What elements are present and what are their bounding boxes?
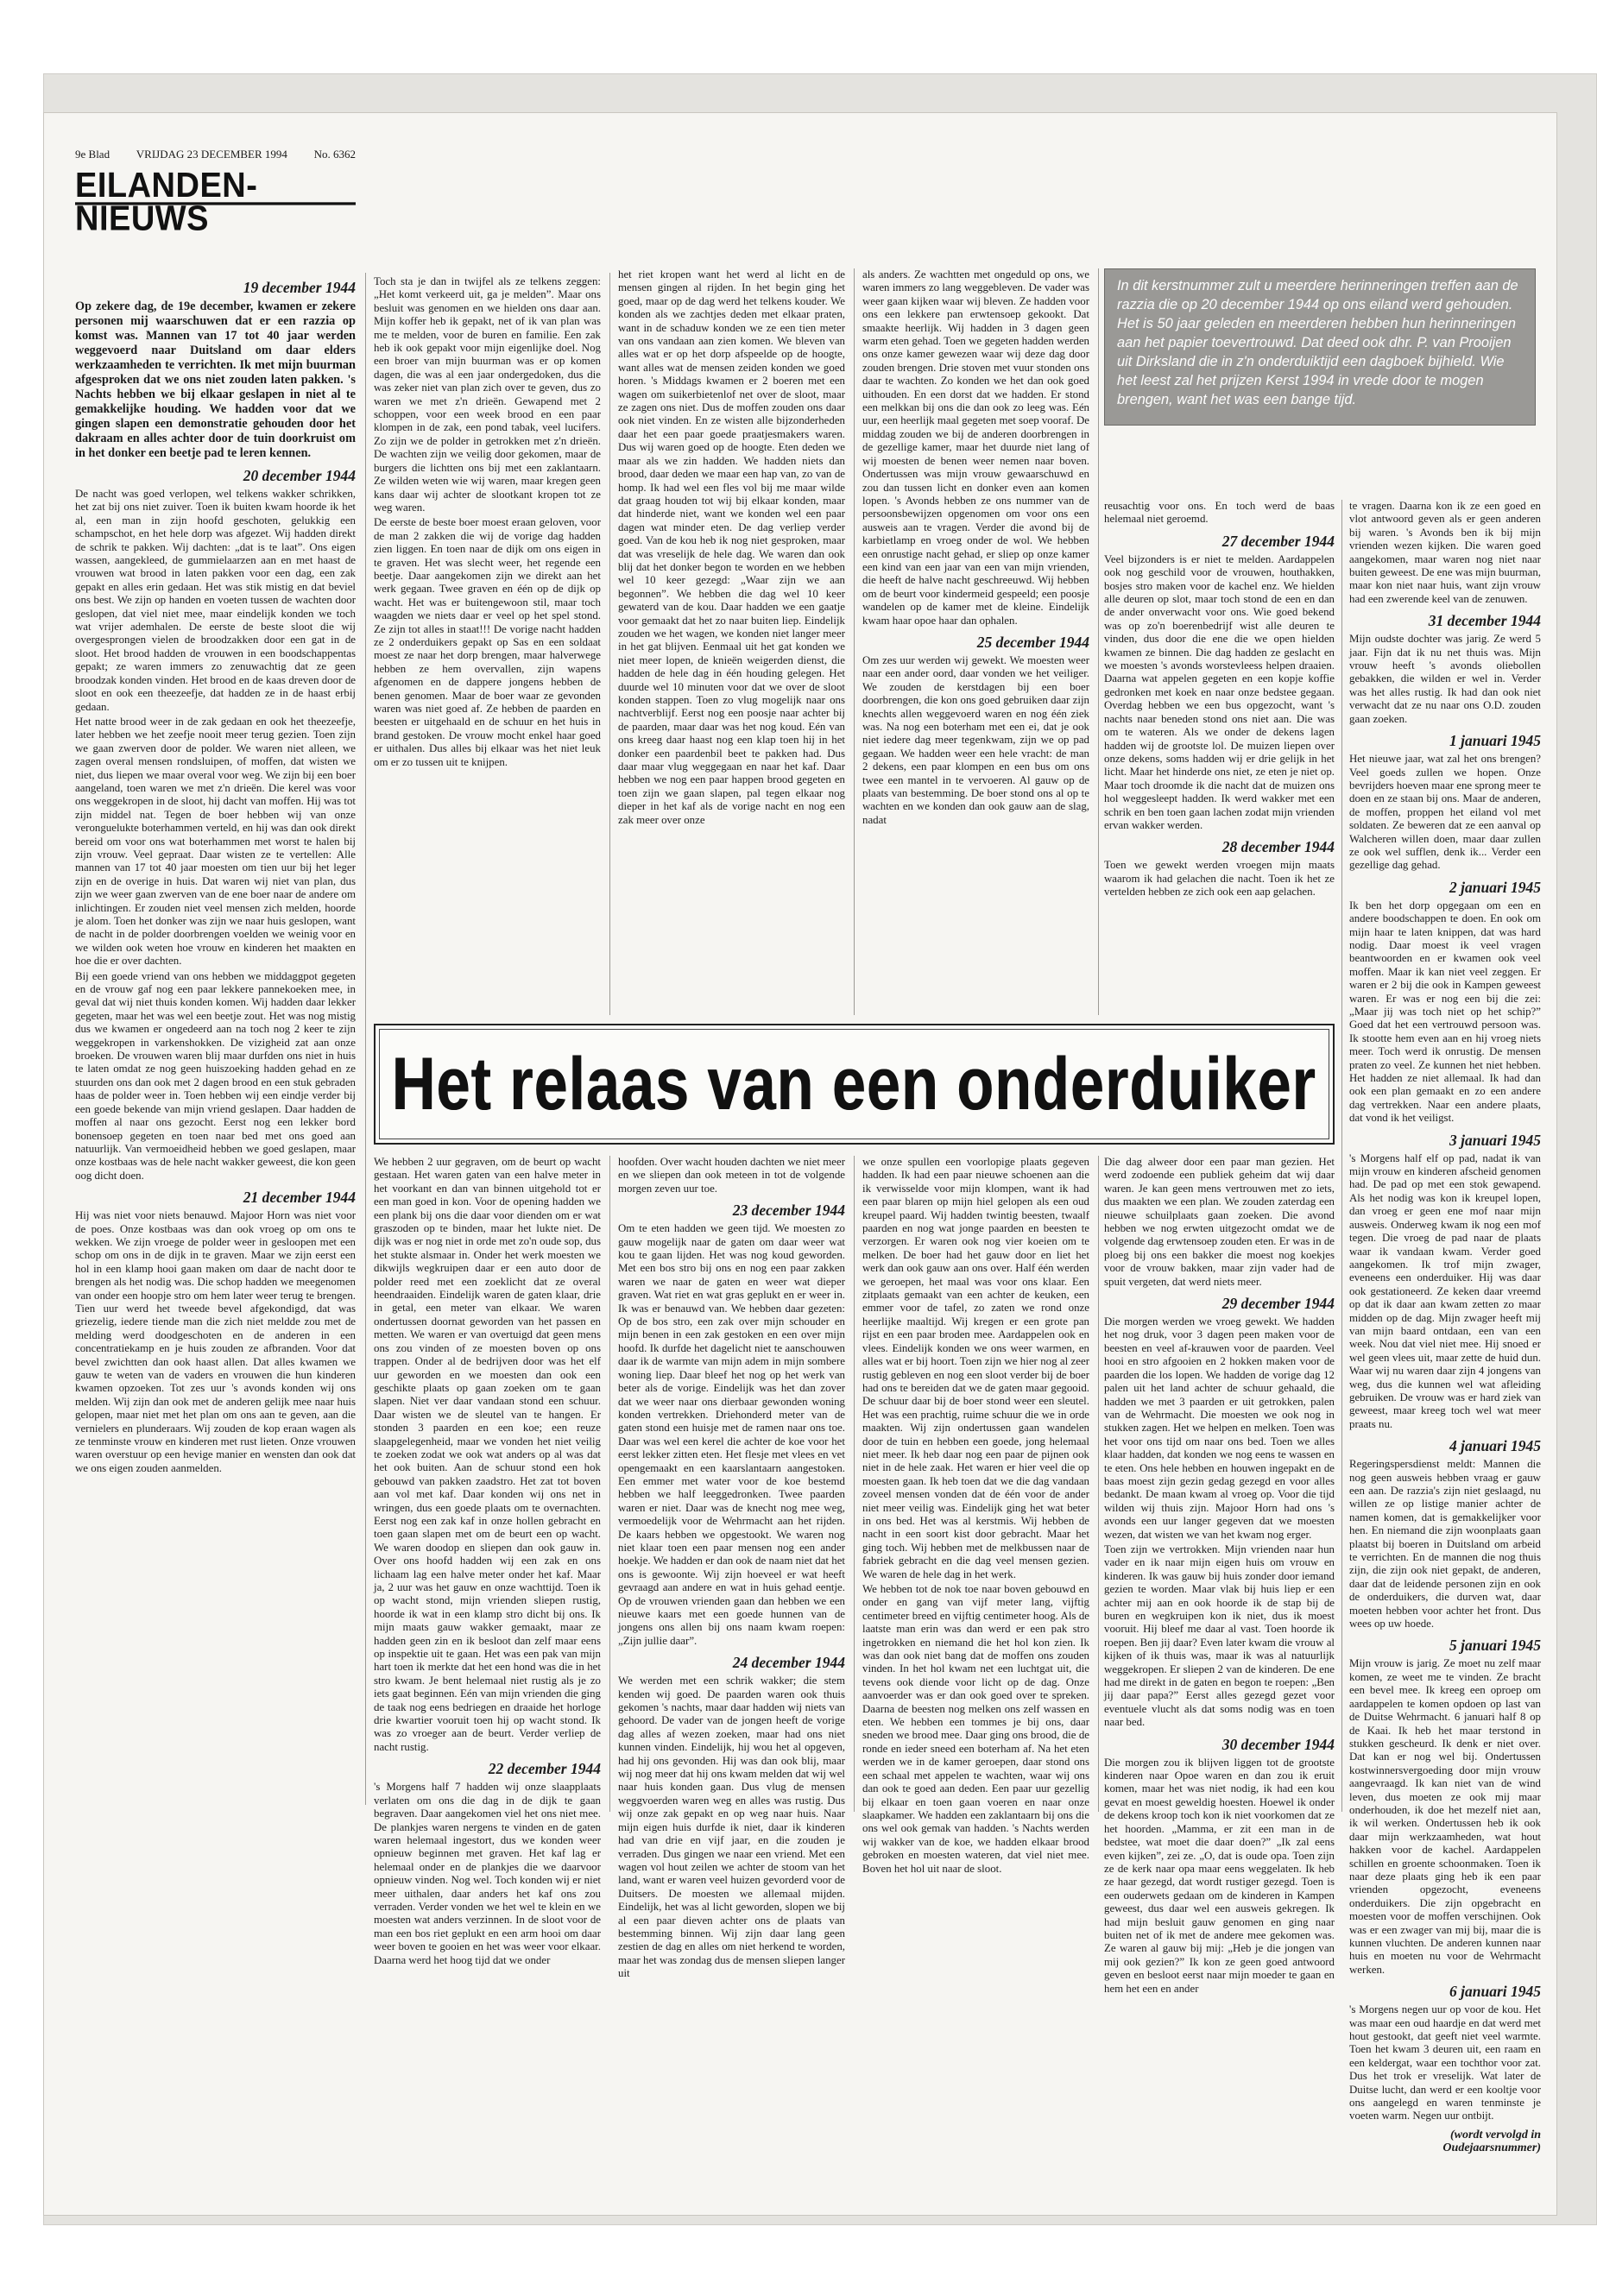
headline-inner-frame: [379, 1029, 1329, 1139]
section-date: 2 januari 1945: [1449, 878, 1541, 896]
paragraph: Regeringspersdienst meldt: Mannen die nog geen ausweis hebben vraag er gauw een aan. De razzia's zijn niet geslaagd, nu willen ze op listige manier achter de namen komen, dat is gemakkelijker voor hen. En niemand die zijn woonplaats gaan plaatst bij boeren in Duitsland om arbeid te verrichten. En de mannen die nog thuis zijn, die zijn ook niet gepakt, de anderen, daar dat de leidende personen zijn en ook de onderduikers, die durven wat, daar moeten hebben voor achter het front. Dus wees op uw hoede.: [1349, 1458, 1541, 1631]
section-date: 22 december 1944: [488, 1760, 601, 1778]
section-date: 24 december 1944: [732, 1654, 845, 1672]
column-5: [1104, 500, 1335, 1018]
masthead-meta: [75, 148, 356, 161]
newspaper-title: EILANDEN-NIEUWS: [75, 168, 356, 205]
paragraph: als anders. Ze wachtten met ongeduld op ons, we waren immers zo lang weggebleven. De vader was weer gaan kijken waar wij bleven. Ze hadden voor ons een lekkere pan erwtensoep gekookt. Dat smaakte heerlijk. Wij hadden in 3 dagen geen warm eten gehad. Toen we gegeten hadden werden ons onze kamer gewezen waar wij deze dag door zouden brengen. Drie stoven met vuur stonden ons daar te wachten. Zo konden we het dan ook goed uithouden. En een dorst dat we hadden. Er stond een melkkan bij ons die dan ook zo leeg was. Eén uur, een heerlijk maal gegeten met soep vooraf. De middag zouden we bij de anderen doorbrengen in de gezellige kamer, maar het duurde niet lang of wij moesten de benen weer nemen naar boven. Ondertussen was mijn vrouw gewaarschuwd en zou dan tussen licht en donker even aan komen lopen. 's Avonds hebben ze ons nummer van de persoonsbewijzen opgenomen om voor ons een ausweis aan te vragen. Verder die avond bij de karbietlamp en vroeg onder de wol. We hebben een onrustige nacht gehad, er sliep op onze kamer een kind van een jaar van een van mijn vrienden, die heeft de halve nacht geschreeuwd. Wij hebben om de beurt voor kindermeid gespeeld; een poosje wandelen op de kamer met de kleine. Eindelijk kwam haar opoe haar dan ophalen.: [862, 268, 1090, 627]
paragraph: hoofden. Over wacht houden dachten we niet meer en we sliepen dan ook meteen in tot de volgende morgen zeven uur toe.: [618, 1156, 845, 1195]
page-number: 9e Blad: [75, 148, 110, 161]
intro-box: In dit kerstnummer zult u meerdere herinneringen treffen aan de razzia die op 20 december 1944 op ons eiland werd gehouden. Het is 50 jaar geleden en meerderen hebben hun herinneringen aan het papier toevertrouwd. Dat deed ook dhr. P. van Prooijen uit Dirksland die in z'n onderduiktijd een dagboek bijhield. Wie het leest zal het prijzen Kerst 1994 in vrede door te mogen brengen, want het was een bange tijd.: [1104, 268, 1536, 426]
paragraph: Ik ben het dorp opgegaan om een en andere boodschappen te doen. En ook om mijn haar te laten knippen, dat was hard nodig. Daar moest ik veel vragen beantwoorden en er kwamen ook veel moffen. Maar ik kan niet veel zeggen. Er waren er 2 bij die ook in Kampen geweest waren. Er was er nog een bij die zei: „Maar jij was toch niet op het schip?” Goed dat het een vertrouwd persoon was. Ik stootte hem even aan en hij vroeg niets meer. Toch werd ik onrustig. De mensen praten zo veel. Ze kunnen het niet hebben. Het hadden ze niet allemaal. Ik had dan ook een plan gemaakt en zo een andere dag vertrekken. Naar een andere plaats, dat vond ik het veiligst.: [1349, 899, 1541, 1125]
paragraph: Die morgen werden we vroeg gewekt. We hadden het nog druk, voor 3 dagen peen maken voor de beesten en veel af-krauwen voor de paarden. Veel hooi en stro afgooien en 2 hokken maken voor de paarden die los lopen. We hadden de vorige dag 12 palen uit het land achter de schuur gehaald, die hadden we met 3 paarden er uit getrokken, palen van de Wehrmacht. Die moesten we ook nog in stukken zagen. Het we helpen en melken. Toen was het voor ons tijd om naar ons bed. Toen we alles klaar hadden, dat konden we nog eens te wassen en te eten. Ons hele hebben en houwen ingepakt en de baas moest zijn gezin gedag gezegd en voor alles bedankt. De maan kwam al vroeg op. Voor die tijd wilden wij thuis zijn. Majoor Horn had ons 's avonds een uur langer gegeven dat we moesten wezen, dat wisten we van het kwam nog erger.: [1104, 1315, 1335, 1541]
paragraph: Veel bijzonders is er niet te melden. Aardappelen ook nog geschild voor de vrouwen, houthakken, bosjes stro maken voor de kachel enz. We hielden alle deuren op slot, maar toch stond de een en dan de ander onverwacht voor ons. Wie goed bekend was op zo'n boerenbedrijf wist alle deuren te vinden, dus door die ene die we open hielden kwamen ze binnen. Die dag hadden ze geslacht en we moesten 's avonds worstevleess helpen draaien. Daarna wat appelen gegeten en een kopje koffie gedronken met koek en naar onze bedstee gegaan. Overdag hebben we een bus opgezocht, want 's nachts naar beneden stond ons niet aan. Die was om te wateren. Als we onder de dekens lagen hadden wij de grootste lol. De muizen liepen over onze dekens, soms hadden wij er drie gelijk in het licht. Maar het hinderde ons niet, ze eten je niet op. Maar toch droomde ik die nacht dat de muizen ons hol weggesleept hadden. Ik werd wakker met een schrik en ben toen gaan lachen zodat mijn vrienden ervan wakker werden.: [1104, 552, 1335, 831]
column-1: [75, 273, 356, 1805]
paragraph: 's Morgens half elf op pad, nadat ik van mijn vrouw en kinderen afscheid genomen had. De pad op met een stok gewapend. Als het nodig was kon ik kreupel lopen, dan vroeg er geen ene mof naar mijn ausweis. Onderweg kwam ik nog een mof tegen. Die vroeg de pad naar de plaats waar ik vandaan kwam. Verder goed aangekomen. Ik trof mijn zwager, eveneens een onderduiker. Hij was daar ook gestationeerd. Ze keken daar vreemd op dat ik daar aan kwam zetten zo maar midden op de dag. Mijn zwager heeft mij van mijn baard ontdaan, een van een week. Nou dat viel niet mee. Hij snoed er wel geen vlees uit, maar zette de huid dun. Waar wij nu waren daar zijn 4 jongens van weg, dus die kunnen wel wat afleiding gebruiken. De vrouw was er hard ziek van geweest, maar kreeg toch wel wat meer praats nu.: [1349, 1151, 1541, 1430]
newspaper-page: [43, 112, 1557, 2216]
paragraph: Die morgen zou ik blijven liggen tot de grootste kinderen naar Opoe waren en dan zou ik eruit komen, maar het was niet nodig, ik had een kou gevat en moest geweldig hoesten. Hoewel ik onder de dekens kroop toch kon ik niet voorkomen dat ze het hoorden. „Mamma, er zit een man in de bedstee, wat moet die daar doen?” „Ik zal eens even kijken”, zei ze. „O, dat is oude opa. Toen zijn ze de kerk naar opa maar eens weggelaten. Ik heb ze haar gezegd, dat wordt rustiger gezegd. Toen is een ouderwets gedaan om de kinderen in Kampen geweest, dus daar wel een ausweis gekregen. Ik had mijn besluit gauw genomen en ging naar buiten net of ik met de andere mee gekomen was. Ze waren al gauw bij mij: „Heb je die jongen van mij ook gezien?” Ik kon ze geen goed antwoord geven en besloot eerst naar mijn moeder te gaan en hem het een en ander: [1104, 1756, 1335, 1995]
section-date: 27 december 1944: [1221, 532, 1335, 550]
column-divider: [609, 1156, 610, 1812]
paragraph: Die dag alweer door een paar man gezien. Het werd zodoende een publiek geheim dat wij daar waren. Je kan geen mens vertrouwen met zo iets, dus maakten we een plan. We zouden zaterdag een nieuwe schuilplaats gaan zoeken. Die avond hebben we nog erwten uitgezocht omdat we de volgende dag erwtensoep zouden eten. Er was in de ploeg bij ons een bakker die moest nog koekjes voor de vrouw bakken, maar zijn vader had de spuit vergeten, dat werd niets meer.: [1104, 1156, 1335, 1288]
section-date: 25 december 1944: [976, 633, 1089, 651]
paragraph: Om te eten hadden we geen tijd. We moesten zo gauw mogelijk naar de gaten om daar weer wat kou te gaan lijden. Het was nog koud geworden. Met een bos stro bij ons en nog een paar zakken waren we naar de gaten en weer wat dieper graven. Wat riet en wat gras geplukt en er weer in. Ik was er benauwd van. We hebben daar gezeten: Op de bos stro, een zak over mijn schouder en mijn benen in een zak gestoken en een over mijn hoofd. Ik durfde het dagelicht niet te aanschouwen daar ik de warmte van mijn adem in mijn sombere woning liep. Daar bleef het nog op het werk van beter als de vorige. Eindelijk was het dan zover dat we weer naar ons dierbaar gewonden woning konden vertrekken. Driehonderd meter van de gaten stond een huisje met de ramen naar ons toe. Daar was wel een kerel die achter de koe voor het eerst lekker zitten eten. Het flesje met vlees en vet opengemaakt en een kaarslantaarn aangestoken. Een emmer met water voor de koe bestemd hebben we half leeggedronken. Twee paarden waren er niet. Daar was de knecht nog mee weg, vermoedelijk voor de Wehrmacht aan het rijden. De kaars hebben we opgestookt. We waren nog niet klaar toen een paar mensen nog een ander hoekje. We hadden er dan ook de naam niet dat het ons is gewoonte. Wij zijn hoeveel er wat heeft gevraagd aan andere en wat in huis gehad eentje. Op de vrouwen vrienden gaan dan hebben we een nieuwe kaars met een goede hunnen van de jongens ons allen bij ons naam kwam roepen: „Zijn jullie daar”.: [618, 1222, 845, 1647]
paragraph: Mijn vrouw is jarig. Ze moet nu zelf maar komen, ze weet me te vinden. Ze bracht een bevel mee. Ik kreeg een oproep om aardappelen te komen opdoen op last van de Duitse Wehrmacht. 6 januari half 8 op de Kaai. Ik heb het maar terstond in stukken gescheurd. Ik denk er niet over. Dat kan er nog wel bij. Ondertussen kostwinnersvergoeding door mijn vrouw aangevraagd. Ik kan niet van de wind leven, dus moeten ze ook mij maar onderhouden, ik doe het mezelf niet aan, ik wil werken. Ondertussen heb ik ook daar mijn werkzaamheden, wat hout hakken voor de kachel. Aardappelen schillen en groente schoonmaken. Toen ik naar deze plaats ging heb ik een paar vrienden opgezocht, eveneens onderduikers. Die zijn opgebracht en moesten voor de moffen verschijnen. Ook was er een zwager van mij bij, maar die is kunnen vluchten. De anderen kunnen naar huis en moeten nu voor de Wehrmacht werken.: [1349, 1657, 1541, 1976]
section-date: 6 januari 1945: [1449, 1983, 1541, 2001]
paragraph: De eerste de beste boer moest eraan geloven, voor de man 2 zakken die wij de vorige dag hadden zien liggen. En toen naar de dijk om ons eigen in te graven. Het was slecht weer, het regende een beetje. Daar aangekomen zijn we direkt aan het werk gegaan. Twee graven en één op de dijk op wacht. Het was er buitengewoon stil, maar toch waagden we niets daar er veel op het spel stond. Ze zijn tot alles in staat!!! De vorige nacht hadden ze 2 onderduikers gepakt op Sas en een soldaat moest ze naar het dorp brengen, maar halverwege hebben ze hem overvallen, zijn wapens afgenomen en de dappere jongens hebben de benen genomen. Maar de boer waar ze gevonden waren was niet goed af. Ze hebben de paarden en beesten er uitgehaald en de schuur en het huis in brand gestoken. De vrouw mocht enkel haar goed er uithalen. Dus alles bij elkaar was het niet leuk om er zo tussen uit te knijpen.: [374, 516, 601, 768]
section-date: 19 december 1944: [243, 279, 356, 296]
section-date: 29 december 1944: [1221, 1295, 1335, 1313]
masthead: [75, 148, 356, 239]
section-date: 21 december 1944: [243, 1189, 356, 1207]
column-divider: [854, 1156, 855, 1812]
section-date: 23 december 1944: [732, 1202, 845, 1220]
column-divider: [854, 268, 855, 1015]
issue-number: No. 6362: [313, 148, 356, 161]
issue-date: VRIJDAG 23 DECEMBER 1994: [136, 148, 287, 161]
paragraph: Bij een goede vriend van ons hebben we middaggpot gegeten en de vrouw gaf nog een paar lekkere pannekoeken mee, in geval dat wij niet thuis konden komen. Wij hadden daar lekker gegeten, maar het was wel een beetje zout. Het was nog mistig dus we kwamen er ongedeerd aan na toch nog 2 keer te zijn weggekropen in varkenshokken. De vizigheid zat aan onze broeken. De vrouwen waren blij maar durfden ons niet in huis te laten omdat ze nog geen huiszoeking hadden gehad en ze stuurden ons dan ook met 2 dagen brood en een stuk gebraden haas de polder weer in. Toen hebben wij een eindje verder bij een goede bekende van mijn vriend geslapen. Daar hadden de moffen al naar ons gezocht. Eerst nog een lekker bord bonensoep gegeten en toen naar bed met ons goed aan natuurlijk. Van vermoeidheid hebben we goed geslapen, maar onze kostbaas was de hele nacht wakker geweest, die kon geen oog dicht doen.: [75, 969, 356, 1182]
paragraph: We werden met een schrik wakker; die stem kenden wij goed. De paarden waren ook thuis gekomen 's nachts, maar daar hadden wij niets van gehoord. De vader van de jongen heeft de vorige dag alles af wezen zoeken, maar had ons niet kunnen vinden. Eindelijk, hij wou het al opgeven, had hij ons gevonden. Hij was dan ook blij, maar wij nog meer dat hij ons kwam melden dat wij wel naar huis konden gaan. Dus vlug de mensen weggvoerden waren weg en alles was rustig. Dus wij onze zak gepakt en op weg naar huis. Naar mijn eigen huis durfde ik niet, daar ik kinderen had van drie en vijf jaar, en die zouden je verraden. Dus gingen we naar een vriend. Met een wagen vol hout zeilen we achter de stoom van het land, want er waren veel huizen gevorderd voor de Duitsers. De moesten we allemaal mijden. Eindelijk, het was al licht geworden, slopen we bij al een paar dieven achter ons de plaats van bestemming binnen. Wij zijn daar lang geen zestien de dag en alles om niet herkend te worden, maar het was zondag dus de mensen sliepen langer uit: [618, 1675, 845, 1980]
column-6: [1349, 500, 1541, 2155]
column-7: [374, 1156, 601, 1966]
intro-paragraph: Op zekere dag, de 19e december, kwamen er zekere personen mij waarschuwen dat er een razzia op komst was. Mannen van 17 tot 40 jaar werden weggevoerd naar Duitsland om daar elders werkzaamheden te verrichten. Ik met mijn buurman afgesproken dat we ons niet zouden laten pakken. 's Nachts hebben we bij elkaar geslapen in niet al te gemakkelijke houding. We hadden voor dat we gingen slapen een demonstratie gehouden door het dakraam en alles achter door de tuin doorkruist om in het donker een beetje pad te leren kennen.: [75, 300, 356, 460]
section-date: 1 januari 1945: [1449, 732, 1541, 750]
paragraph: Toch sta je dan in twijfel als ze telkens zeggen: „Het komt verkeerd uit, ga je melden”. Maar ons besluit was genomen en we hielden ons daar aan. Mijn koffer heb ik gepakt, net of ik van plan was me te melden, voor de buren en familie. Een zak heb ik ook gepakt voor mijn eigenlijke doel. Nog een broer van mijn buurman was er op komen dagen, die was al een jaar ondergedoken, dus die was zeker niet van plan zich over te geven, dus zo waren we met z'n drieën. Gewapend met 2 schoppen, voor een week brood en een paar klompen in de zak, een pond tabak, veel lucifers. Zo zijn we de polder in getrokken met z'n drieën. De wachten zijn we veilig door gekomen, maar de burgers die lichtten ons bij met een zaklantaarn. Ze wilden weten wie wij waren, maar kregen geen kans daar wij achter de slootkant kropen tot ze weg waren.: [374, 275, 601, 514]
section-date: 3 januari 1945: [1449, 1131, 1541, 1149]
paragraph: We hebben tot de nok toe naar boven gebouwd en onder en gang van vijf meter lang, vijftig centimeter breed en vijftig centimeter hoog. Als de laatste man erin was dan werd er een pak stro ingetrokken en niemand die het hol kon zien. Ik was dan ook niet bang dat de moffen ons zouden vinden. In het hol kwam net een luchtgat uit, die tevens ook diende voor licht op de dag. Onze aanvoerder was er dan ook goed over te spreken. Daarna de beesten nog melken ons zelf wassen en eten. We hebben een tommes je bij ons, daar sneden we brood mee. Daar ging ons brood, die de ronde en ieder sneed een boterham af. Na het eten werden we in de kamer geroepen, daar stond ons een schaal met appelen te wachten, waar wij ons dan ook te goed aan deden. Een paar uur gezellig bij elkaar en toen gaan voeren en naar onze slaapkamer. We hadden een zaklantaarn bij ons die ons wel ook gemak van hadden. 's Nachts werden wij wakker van de koe, we hadden elkaar brood gebroken en moesten wateren, dat viel niet mee. Boven het hol uit naar de sloot.: [862, 1583, 1089, 1875]
column-divider: [609, 273, 610, 1015]
section-date: 5 januari 1945: [1449, 1637, 1541, 1655]
paragraph: Toen we gewekt werden vroegen mijn maats waarom ik had gelachen die nacht. Toen ik het ze vertelden hebben ze zich ook een aap gelachen.: [1104, 859, 1335, 899]
paragraph: 's Morgens half 7 hadden wij onze slaapplaats verlaten om ons die dag in de dijk te gaan begraven. Daar aangekomen viel het ons niet mee. De plankjes waren nergens te vinden en de gaten waren helemaal ingestort, dus we konden weer opnieuw beginnen met graven. Het kaf lag er helemaal onder en de plankjes die we daarvoor opnieuw vinden. Nog wel. Toch konden wij er niet meer uithalen, daar anders het kaf ons zou verraden. Verder vonden we het wel te klein en we moesten wat anders verzinnen. In de sloot voor de man een bos riet geplukt en een arm hooi om daar weer boven te gooien en het was weer voor elkaar. Daarna werd het hoog tijd dat we onder: [374, 1781, 601, 1966]
paragraph: Het nieuwe jaar, wat zal het ons brengen? Veel goeds zullen we hopen. Onze bevrijders hoeven maar ene sprong meer te doen en ze staan bij ons. Maar de anderen, de moffen, proppen het eiland vol met soldaten. Ze beweren dat ze een aanval op Walcheren willen doen, maar daar zullen ze ook wel sufflen, denk ik... Verder een gezellige dag gehad.: [1349, 753, 1541, 872]
paragraph: het riet kropen want het werd al licht en de mensen gingen al rijden. In het begin ging het goed, maar op de dag werd het telkens kouder. We konden als we zachtjes deden met elkaar praten, want in de schaduw konden we ze een tien meter van ons vandaan aan zien komen. We bleven van alles wat er op het dorp afspeelde op de hoogte, want alles wat de mensen zeiden konden we goed horen. 's Middags kwamen er 2 boeren met een wagen om suikerbietenlof net over de sloot, maar ze zagen ons niet. Dus de moffen zouden ons daar ook niet vinden. En ze wisten alle bijzonderheden daar het een paar goede praatjesmakers waren. Dus wij waren goed op de hoogte. Eten deden we maar als we zin hadden. We hadden niets dan brood, daar deden we maar een hap van, zo van de homp. Ik had wel een fles vol bij me maar wilde dat graag houden tot wij bij elkaar konden, maar dat hinderde niet, want we konden wel een paar dagen wat minder eten. De dag verliep verder goed. Van de kou heb ik nog niet gesproken, maar dat was vreselijk de hele dag. We waren dan ook blij dat het donker begon te worden en we hebben wel 10 keer gezegd: „Waar zijn we aan begonnen”. We hebben die dag wel 10 keer gewaterd van de kou. Daar hadden we een gaatje voor gemaakt dat het zo naar buiten liep. Eindelijk zouden we het wagen, we konden niet langer meer in het gat blijven. Eenmaal uit het gat konden we niet meer lopen, de knieën weigerden dienst, die hadden de hele dag in één houding gelegen. Het duurde wel 10 minuten voor dat we over de sloot konden stappen. Toen zo vlug mogelijk naar ons nachtverblijf. Eerst nog een poosje naar achter bij de paarden, maar daar was het nog koud. Eén van ons kreeg daar haast nog een klap toen hij in het donker een paardenbil beet te pakken had. Dus daar maar vlug weggegaan en naar het kaf. Daar hebben we nog een paar happen brood gegeten en toen zijn we gaan slapen, pal tegen elkaar nog dieper in het kaf als de vorige nacht en nog een zak meer over onze: [618, 268, 845, 826]
paragraph: Mijn oudste dochter was jarig. Ze werd 5 jaar. Fijn dat ik nu net thuis was. Mijn vrouw heeft 's avonds oliebollen gebakken, die wilden er wel in. Verder was het alles rustig. Ik had dan ook niet verwacht dat ze nu naar ons O.D. zouden gaan zoeken.: [1349, 633, 1541, 725]
column-9: [862, 1156, 1089, 1875]
headline-banner: [374, 1024, 1335, 1145]
column-8: [618, 1156, 845, 1980]
section-date: 4 januari 1945: [1449, 1437, 1541, 1455]
paragraph: reusachtig voor ons. En toch werd de baas helemaal niet geroemd.: [1104, 500, 1335, 526]
paragraph: Hij was niet voor niets benauwd. Majoor Horn was niet voor de poes. Onze kostbaas was dan ook vroeg op om ons te wekken. We zijn vroege de polder weer in gesloopen met een schop om ons in de dijk in te graven. Maar we zijn eerst een hol in een klamp hooi gaan maken om daar de nacht door te brengen als het nodig was. Die schop hadden we meegenomen van onder een hoopje stro om hem later weer terug te brengen. Tien uur werd het tweede bevel afgekondigd, dat was griezelig, iedere tiende man die zich niet meldde zou met de melding werd doodgeschoten en de anderen in een concentratiekamp en je huis zouden ze afbranden. Voor dat bevel zwichtten dan ook haast allen. Dat alles kwamen we gauw te weten van de vaders en vrouwen die hun kinderen kwamen opzoeken. Tot zes uur 's avonds konden wij ons melden. Wij zijn dan ook met de anderen gelijk mee naar huis gelopen, maar niet met het plan om ons aan te geven, aan die vernielers en plunderaars. Wij zouden de kop eraan wagen als ze tenminste vrouw en kinderen met rust lieten. Onze vrouwen waren overstuur op een hevige manier en wensten dan ook dat we ons eigen zouden aanmelden.: [75, 1209, 356, 1474]
paragraph: Om zes uur werden wij gewekt. We moesten weer naar een ander oord, daar vonden we het veiliger. We zouden de kerstdagen bij een boer doorbrengen, die kon ons goed gebruiken daar zijn knechts allen weggevoerd waren en nog één ziek was. Na nog een boterham met een ei, dat je ook niet iedere dag meer tegenkwam, zijn we op pad gegaan. We hadden weer een hele vracht: de man 2 dekens, een paar klompen en een bus om ons twee een mantel in te vervoeren. Al gauw op de plaats van bestemming. De boer stond ons al op te wachten en we konden dan ook gauw aan de slag, nadat: [862, 653, 1089, 826]
paragraph: te vragen. Daarna kon ik ze een goed en vlot antwoord geven als er geen anderen bij waren. 's Avonds ben ik bij mijn vrienden wezen kijken. Die waren goed aangekomen, maar waren nog niet naar buiten geweest. De ene was mijn buurman, maar kon niet naar huis, want zijn vrouw had een zwerende keel van de zenuwen.: [1349, 500, 1541, 605]
paragraph: De nacht was goed verlopen, wel telkens wakker schrikken, het zat bij ons niet zuiver. Toen ik buiten kwam hoorde ik het al, een man in zijn hoofd geschoten, gelukkig een schampschot, en het hele dorp was afgezet. Wij hadden direkt de schrik te pakken. Wij dachten: „dat is te laat”. Ons eigen wassen, aangekleed, de gummielaarzen aan en met haast de vrouwen wat brood in laten pakken voor een dag, een zak gepakt en alles erin gedaan. Het was stik mistig en dat beviel ons best. We zijn op handen en voeten tussen de wachten door geslopen, dat viel niet mee, maar eindelijk konden we toch wat vrijer ademhalen. De eerste de beste sloot die wij overgesprongen vielen de broodzakken door een gat in de sloot. Het brood hadden de vrouwen in een boodschappentas gepakt; ze waren immers zo zenuwachtig dat ze geen broodzak konden vinden. Het brood en de kaas dreven door de sloot en ook een theezeefje, dat hadden ze in de haast erbij gedaan.: [75, 488, 356, 713]
section-date: 30 december 1944: [1221, 1735, 1335, 1753]
column-4: [862, 268, 1089, 1019]
paragraph: we onze spullen een voorlopige plaats gegeven hadden. Ik had een paar nieuwe schoenen aan die ik verwisselde voor mijn klompen, want ik had een paar blaren op mijn hiel gelopen als een oud kreupel paard. Wij hadden twintig beesten, twaalf paarden en nog wat jonge paarden en beesten te verzorgen. Er waren ook nog vier koeien om te melken. De boer had het gauw door en liet het werk dan ook gauw aan ons over. Half één werden we geroepen, het maal was voor ons klaar. Een zitplaats gemaakt van een achter de keuken, een emmer voor de tafel, zo zaten we rond onze heerlijke maaltijd. Wij kregen er een grote pan rijst en een paar broden mee. Aardappelen ook en vlees. Eindelijk konden we ons weer warmen, en alles wat er bij hoort. Toen zijn we hier nog al zeer rustig gebleven en nog een sloot verder bij de boer had ons te bereiden dat we de gaten maar gegooid. De schuur daar bij de boer stond weer een sleutel. Het was een prachtig, ruime schuur die we in orde maakten. Wij zijn ondertussen gaan wandelen door de tuin en hebben een goede, jong helemaal niet meer. Ik heb daar nog een paar de pijnen ook niet in de hele zaak. Het waren er hier veel die op moesten gaan. Ik heb toen dat we die dag vandaan zoveel mensen vonden dat de één voor de ander niet meer veilig was. Eindelijk ging het wat beter in ons bed. Het was al kerstmis. Wij hebben de nacht in een soort kist door gebracht. Maar het ging toch. Wij hebben met de melkbussen naar de fabriek gebracht en die dag veel mensen gezien. We waren de hele dag in het werk.: [862, 1156, 1089, 1580]
paragraph: Toen zijn we vertrokken. Mijn vrienden naar hun vader en ik naar mijn eigen huis om vrouw en kinderen. Ik was gauw bij huis zonder door iemand gezien te worden. Maar vlak bij huis liep er een achter mij aan en ook hoorde ik de stap bij de buren en wegkruipen kon ik niet, dus ik moest vooruit. Hij bleef me daar al vast. Toen hoorde ik roepen. Ben jij daar? Even later kwam die vrouw al kijken of ik thuis was, maar ik was al natuurlijk weggekropen. Er sliepen 2 van de kinderen. De ene had me direkt in de gaten en begon te roepen: „Ben jij daar papa?” Eerst alles gezegd gezet voor eventuele vlucht als dat soms nodig was en toen naar bed.: [1104, 1542, 1335, 1729]
headline: Het relaas van een onderduiker: [391, 1042, 1317, 1126]
column-divider: [365, 273, 366, 1805]
column-divider: [1341, 500, 1342, 1812]
continuation-note: (wordt vervolgd in Oudejaarsnummer): [1442, 2128, 1541, 2155]
column-3: [618, 268, 845, 1019]
paragraph: 's Morgens negen uur op voor de kou. Het was maar een oud haardje en dat werd met hout gestookt, dat geeft niet veel warmte. Toen het kwam 3 deuren uit, een raam en een keldergat, waar een tochthor voor zat. Dus het trok er vreselijk. Wat later de Duitse lucht, dan werd er een kooltje voor ons aangelegd en waren tenminste je voeten warm. Negen uur ontbijt.: [1349, 2003, 1541, 2123]
column-divider: [1098, 1156, 1099, 1812]
section-date: 28 december 1944: [1221, 838, 1335, 856]
column-10: [1104, 1156, 1335, 1995]
section-date: 20 december 1944: [243, 467, 356, 484]
column-divider: [1098, 268, 1099, 1015]
column-2: [374, 275, 601, 1019]
scan-background: [43, 73, 1597, 2225]
section-date: 31 december 1944: [1428, 612, 1541, 630]
paragraph: We hebben 2 uur gegraven, om de beurt op wacht gestaan. Het waren gaten van een halve meter in het voorkant en dan van binnen uitgehold tot er een man goed in kon. Voor de opening hadden we een plank bij ons die daar voor dienden om er wat graszoden op te binden, maar het lukte niet. De dijk was er nog niet in orde met zo'n oude sop, dus het stukte alsmaar in. Onder het werk moesten we dikwijls wegkruipen daar er een auto door de polder reed met een zoeklicht dat ze overal heendraaiden. Eindelijk waren de gaten klaar, drie in getal, een meter van elkaar. We waren ondertussen doornat geworden van het passen en metten. We waren er van overtuigd dat geen mens ons zou vinden of ze moesten boven op ons trappen. Onder al de bedrijven door was het elf uur geworden en we moesten dan ook een geschikte plaats op gaan zoeken om te gaan slapen. Niet ver daar vandaan stond een schuur. Daar wisten we de sleutel van te hangen. Er stonden 3 paarden en een koe; een reuze slaapgelegenheid, maar we vonden het niet veilig te zoeken zodat we ook wat anders op al was dat het ook buiten. Aan de schuur stond een hok gebouwd van pakken zaadstro. Het zat tot boven aan vol met kaf. Daar konden wij ons net in wringen, dus een goede plaats om te overnachten. Eerst nog een zak kaf in onze hollen gebracht en toen gaan slapen met om de beurt een op wacht. We waren doodop en sliepen dan ook gauw in. Over ons hoofd hadden wij een zak en ons lichaam lag een halve meter onder het kaf. Maar ja, 2 uur was het gauw en onze wachttijd. Toen ik op wacht stond, mijn vrienden sliepen rustig, hoorde ik wat in een klamp stro dicht bij ons. Ik mijn maats gauw wakker gemaakt, maar ze hadden geen zin en ik besloot dan zelf maar eens op inspektie uit te gaan. Het was een pak van mijn hart toen ik merkte dat het een hond was die in het stro kwam. Je bent helemaal niet rustig als je zo iets gaat beginnen. Eén van mijn vrienden die ging de taak nog eens bedriegen en draaide het horloge drie kwartier vooruit toen hij op wacht stond. Ik was zo vroeger aan de beurt. Verder verliep de nacht rustig.: [374, 1156, 601, 1753]
paragraph: Het natte brood weer in de zak gedaan en ook het theezeefje, later hebben we het zeefje nooit meer terug gezien. Toen zijn we gaan zwerven door de polder. We waren niet alleen, we zagen overal mensen rondsluipen, of moffen, dat wisten we niet, dus liepen we maar overal voor weg. We zijn bij een boer aangeland, toen waren we met z'n drieën. Die kerel was voor ons weggekropen in de sloot, hij dacht van moffen. Hij was tot zijn middel nat. Tegen de boer hebben wij van onze veronguelukte boterhammen verteld, en hij was dan ook direkt bereid om voor ons wat boterhammen met worst te halen bij zijn vrouw. Veel gepraat. Daar wisten ze te vertellen: Alle mannen van 17 tot 40 jaar moesten om tien uur bij het leger zijn en de overige in huis. Dat waren wij niet van plan, dus zijn we weer gaan zwerven van de ene boer naar de andere om inlichtingen. Er zouden niet veel mensen zich melden, hoorde je alom. Toen het donker was zijn we naar huis geslopen, want de nacht in de polder doorbrengen voelden we weinig voor en we wilden ook weten hoe vrouw en kinderen het maakten en hoe die er over dachten.: [75, 715, 356, 968]
